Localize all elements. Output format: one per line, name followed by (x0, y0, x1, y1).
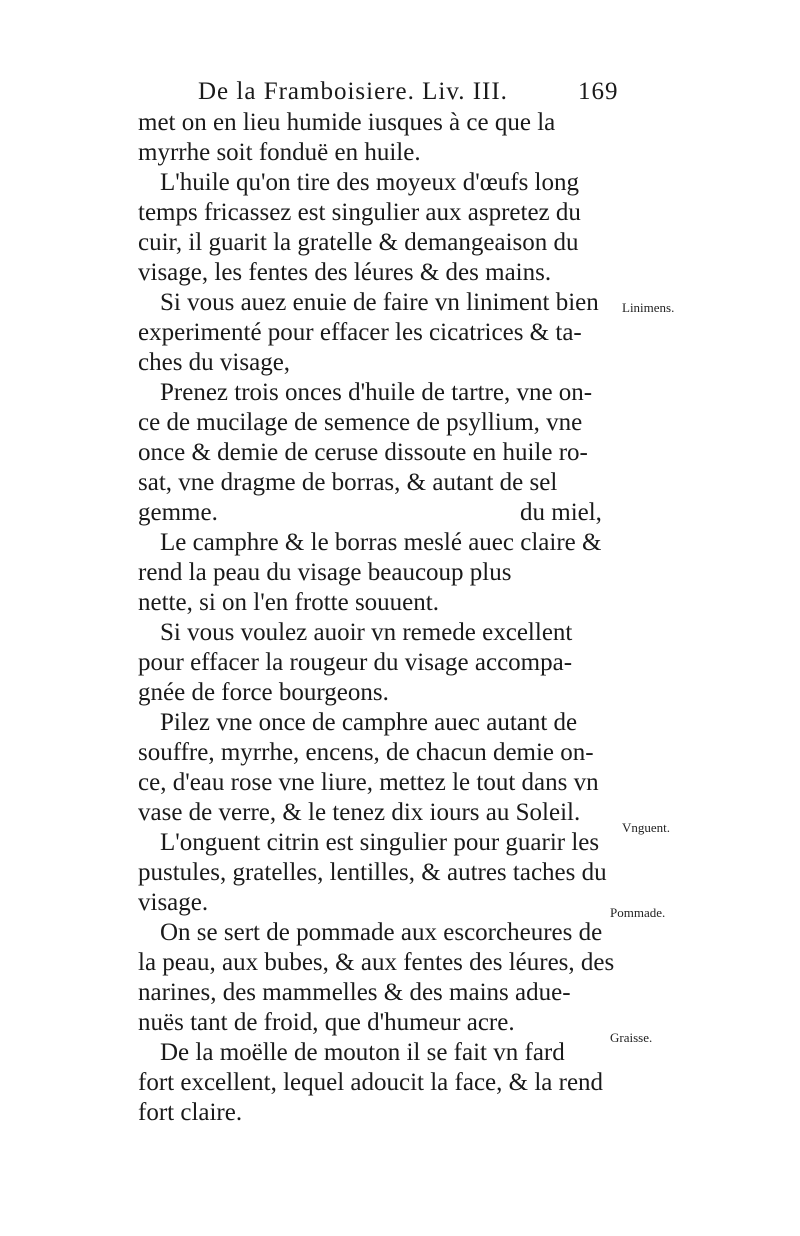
margin-note-liniment: Linimens. (622, 300, 675, 315)
text-line: L'onguent citrin est singulier pour guarir les (160, 829, 600, 856)
text-line: Le camphre & le borras meslé auec claire & (160, 529, 602, 556)
text-line: L'huile qu'on tire des moyeux d'œufs long (160, 169, 580, 196)
text-line: vase de verre, & le tenez dix iours au Soleil. (138, 799, 581, 826)
text-line: souffre, myrrhe, encens, de chacun demie on- (138, 739, 594, 766)
margin-note-onguent: Vnguent. (622, 820, 671, 835)
text-line: nuës tant de froid, que d'humeur acre. (138, 1009, 515, 1036)
text-line: cuir, il guarit la gratelle & demangeaison du (138, 229, 579, 256)
text-line: De la moëlle de mouton il se fait vn fard (160, 1039, 565, 1066)
margin-note-graisse: Graisse. (610, 1030, 653, 1045)
text-line: pustules, gratelles, lentilles, & autres taches du (138, 859, 607, 886)
text-line: Si vous voulez auoir vn remede excellent (160, 619, 573, 646)
text-line: temps fricassez est singulier aux aspretez du (138, 199, 581, 226)
text-line: gemme. (138, 499, 218, 526)
running-header (198, 78, 618, 106)
text-line: du miel, (520, 499, 602, 526)
text-line: myrrhe soit fonduë en huile. (138, 139, 421, 166)
running-title: De la Framboisiere. Liv. III. (198, 78, 508, 105)
text-line: ce, d'eau rose vne liure, mettez le tout dans vn (138, 769, 599, 796)
text-line: visage. (138, 889, 209, 916)
text-line: visage, les fentes des léures & des mains. (138, 259, 552, 286)
text-line: fort claire. (138, 1099, 243, 1126)
text-line: experimenté pour effacer les cicatrices & ta- (138, 319, 582, 346)
text-line: narines, des mammelles & des mains adue- (138, 979, 571, 1006)
text-line: gnée de force bourgeons. (138, 679, 389, 706)
text-line: ches du visage, (138, 349, 291, 376)
text-line: Si vous auez enuie de faire vn liniment bien (160, 289, 599, 316)
text-line: once & demie de ceruse dissoute en huile ro- (138, 439, 588, 466)
text-line: la peau, aux bubes, & aux fentes des léures, des (138, 949, 615, 976)
text-line: nette, si on l'en frotte souuent. (138, 589, 439, 616)
text-line: On se sert de pommade aux escorcheures de (160, 919, 603, 946)
margin-note-pommade: Pommade. (610, 905, 666, 920)
text-line: rend la peau du visage beaucoup plus (138, 559, 512, 586)
text-line: pour effacer la rougeur du visage accompa- (138, 649, 573, 676)
page-number: 169 (578, 78, 619, 105)
text-line: met on en lieu humide iusques à ce que la (138, 109, 556, 136)
text-line: Pilez vne once de camphre auec autant de (160, 709, 578, 736)
text-line: Prenez trois onces d'huile de tartre, vne on- (160, 379, 593, 406)
text-line: sat, vne dragme de borras, & autant de sel (138, 469, 558, 496)
text-line: fort excellent, lequel adoucit la face, & la rend (138, 1069, 604, 1096)
text-line: ce de mucilage de semence de psyllium, vne (138, 409, 583, 436)
